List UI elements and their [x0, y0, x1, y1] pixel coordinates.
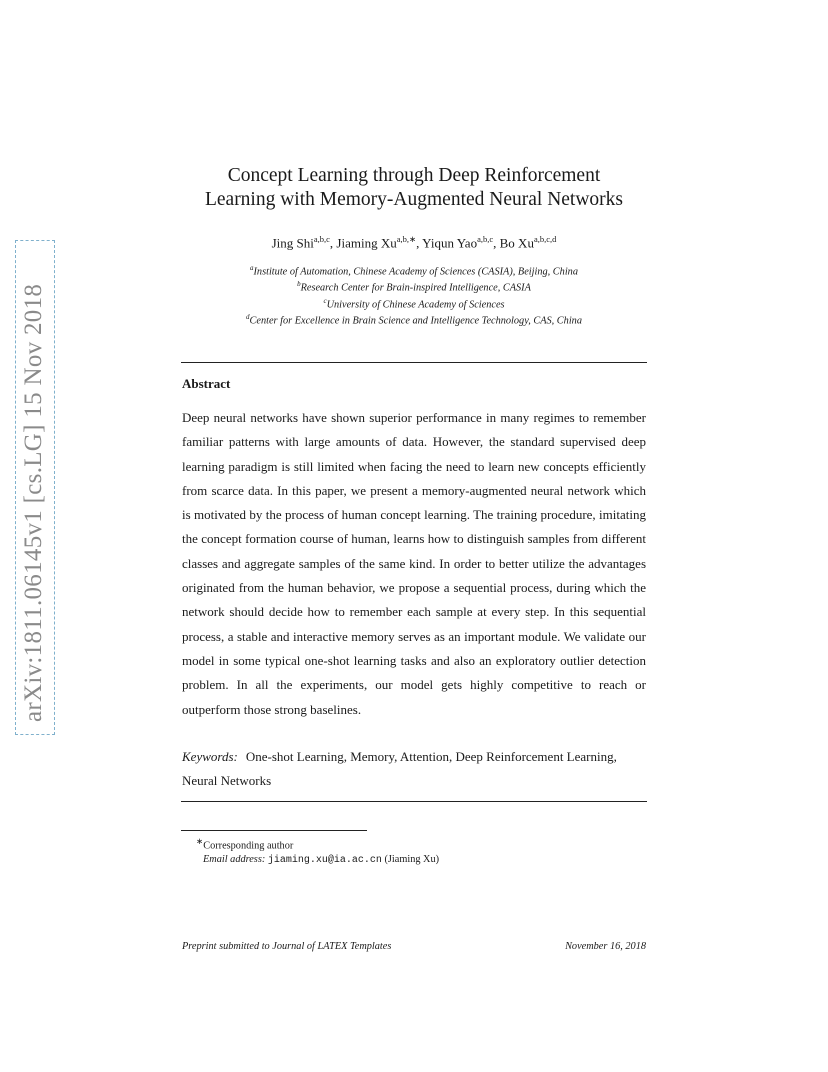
affiliation-text: University of Chinese Academy of Sciences — [326, 299, 505, 311]
author-name: Jing Shi — [271, 235, 314, 251]
affiliation-item — [182, 311, 646, 327]
footnote-corresponding — [196, 834, 439, 853]
footnote-mark: ∗ — [196, 836, 204, 846]
affiliation-item — [182, 295, 646, 311]
keywords-label: Keywords: — [182, 749, 238, 764]
author-marks: a,b,c,d — [533, 234, 557, 244]
author-name: Jiaming Xu — [336, 235, 397, 251]
footnote-email-line — [196, 853, 439, 868]
footnote — [196, 834, 439, 868]
author-separator: , — [416, 235, 423, 251]
affiliation-list — [182, 262, 646, 328]
abstract-heading: Abstract — [182, 376, 231, 391]
footnote-corresponding-text: Corresponding author — [203, 840, 294, 852]
title-line-2: Learning with Memory-Augmented Neural Networks — [204, 189, 624, 210]
author-separator: , — [493, 235, 500, 251]
abstract-bottom-rule — [181, 801, 647, 802]
keywords-text: One-shot Learning, Memory, Attention, Deep Reinforcement Learning, Neural Networks — [182, 749, 617, 789]
affiliation-mark: b — [297, 280, 301, 289]
paper-title — [182, 164, 646, 212]
affiliation-text: Research Center for Brain-inspired Intelligence, CASIA — [300, 282, 531, 294]
abstract-body: Deep neural networks have shown superior performance in many regimes to remember familiar patterns with large amounts of data. However, the standard supervised deep learning paradigm is still limited when facing the need to learn new concepts efficiently from scarce data. In this paper, we present a memory-augmented neural network which is motivated by the process of human concept learning. The training procedure, imitating the concept formation course of human, learns how to distinguish samples from different classes and aggregate samples of the same kind. In order to better utilize the advantages originated from the human behavior, we propose a sequential process, during which the network should decide how to remember each sample at every step. In this sequential process, a stable and interactive memory serves as an important module. We validate our model in some typical one-shot learning tasks and also an exploratory outlier detection problem. In all the experiments, our model gets highly competitive to reach or outperform those strong baselines. — [182, 410, 646, 717]
author-marks: a,b,c — [313, 234, 330, 244]
author-name: Yiqun Yao — [422, 235, 478, 251]
affiliation-mark: a — [250, 264, 254, 272]
email-label: Email address: — [203, 854, 266, 866]
abstract-top-rule — [181, 362, 647, 363]
affiliation-mark: c — [323, 296, 327, 305]
author-marks: a,b,c — [477, 234, 494, 244]
preprint-note: Preprint submitted to Journal of LATEX Templates — [182, 941, 392, 952]
email-address[interactable]: jiaming.xu@ia.ac.cn — [267, 855, 382, 867]
author-separator: , — [329, 235, 337, 251]
affiliation-text: Institute of Automation, Chinese Academy of Sciences (CASIA), Beijing, China — [253, 266, 578, 278]
footnote-rule — [181, 830, 367, 831]
keywords — [182, 745, 646, 794]
author-list — [182, 234, 646, 251]
author-name: Bo Xu — [499, 235, 534, 251]
title-line-1: Concept Learning through Deep Reinforcement — [227, 165, 601, 186]
affiliation-mark: d — [246, 313, 250, 322]
arxiv-identifier: arXiv:1811.06145v1 [cs.LG] 15 Nov 2018 — [20, 283, 47, 722]
email-name: (Jiaming Xu) — [384, 854, 440, 866]
author-marks: a,b,∗ — [396, 234, 417, 244]
affiliation-item — [182, 278, 646, 294]
affiliation-text: Center for Excellence in Brain Science and Intelligence Technology, CAS, China — [249, 315, 582, 327]
preprint-date: November 16, 2018 — [565, 941, 646, 952]
affiliation-item — [182, 262, 646, 278]
